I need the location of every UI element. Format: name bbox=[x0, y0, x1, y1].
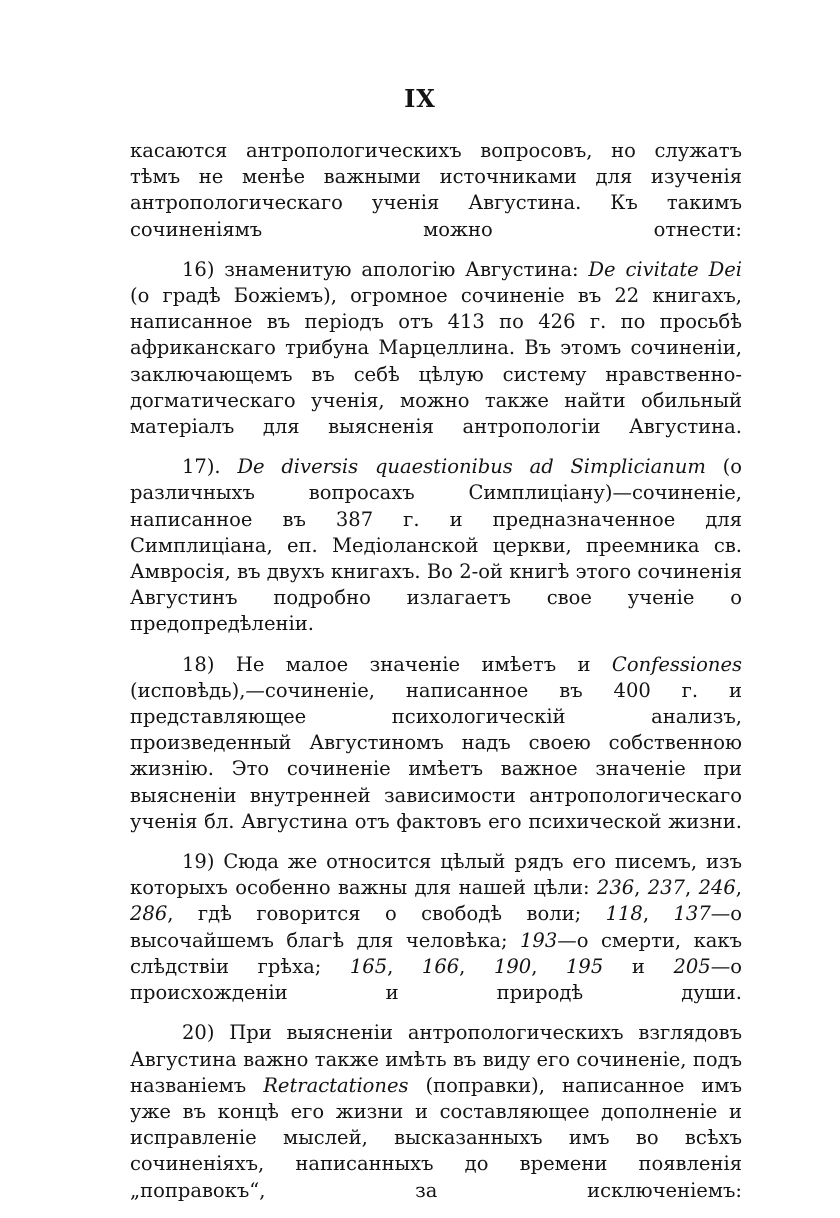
paragraph-20 bbox=[130, 1020, 742, 1203]
separator: , bbox=[735, 876, 742, 900]
letter-number: 190 bbox=[493, 954, 532, 978]
paragraph-19-text: и bbox=[603, 954, 674, 978]
letter-number: 195 bbox=[566, 954, 604, 978]
paragraph-17-title: De diversis quaestionibus ad Simplicianum bbox=[237, 455, 706, 479]
paragraph-17 bbox=[130, 454, 742, 637]
paragraph-19-text: —о смерти, какъ слѣдствіи грѣха; bbox=[130, 928, 742, 978]
letter-number: 236 bbox=[596, 876, 635, 900]
letter-number: 137 bbox=[673, 902, 711, 926]
paragraph-19-text: —о высочайшемъ благѣ для человѣка; bbox=[130, 902, 742, 952]
letter-number: 193 bbox=[520, 928, 558, 952]
letter-number: 286 bbox=[130, 902, 168, 926]
separator: , bbox=[459, 954, 494, 978]
page-number: IX bbox=[404, 84, 436, 113]
letter-number: 165 bbox=[349, 954, 388, 978]
separator: , bbox=[684, 876, 699, 900]
paragraph-16-rest: (о градѣ Божіемъ), огромное сочиненіе въ 22 книгахъ, написанное въ періодъ отъ 413 по 426 г. по просьбѣ африканскаго трибуна Марцеллина. Въ этомъ сочиненіи, заключающемъ въ себѣ цѣлую систему нравственно-догматическаго ученія, можно также найти обильный матеріалъ для выясненія антропологіи Августина. bbox=[130, 284, 742, 439]
paragraph-19-text: —о происхожденіи и природѣ души. bbox=[130, 954, 742, 1005]
paragraph-18-title: Confessiones bbox=[611, 652, 742, 676]
separator: , bbox=[387, 954, 422, 978]
paragraph-18-lead: 18) Не малое значеніе имѣетъ и bbox=[182, 652, 612, 676]
paragraph-16-title: De civitate Dei bbox=[588, 257, 743, 281]
separator: , bbox=[642, 902, 674, 926]
paragraph-16 bbox=[130, 257, 742, 440]
paragraph-19 bbox=[130, 849, 742, 1006]
letter-number: 118 bbox=[605, 902, 643, 926]
letter-number: 205 bbox=[673, 954, 711, 978]
letter-number: 237 bbox=[647, 876, 685, 900]
separator: , bbox=[531, 954, 567, 978]
paragraph-20-rest: (поправки), написанное имъ уже въ концѣ его жизни и составляющее дополненіе и исправленіе мыслей, высказанныхъ имъ во всѣхъ сочиненіяхъ, написанныхъ до времени появленія „поправокъ“, за исключеніемъ: bbox=[130, 1073, 742, 1202]
paragraph-18 bbox=[130, 652, 742, 835]
body-text bbox=[130, 138, 742, 1218]
paragraph-20-lead: 20) При выясненіи антропологическихъ взглядовъ Августина важно также имѣть въ виду его сочиненіе, подъ названіемъ bbox=[130, 1021, 742, 1097]
paragraph-17-rest: (о различныхъ вопросахъ Симплиціану)—сочиненіе, написанное въ 387 г. и предназначенное для Симплиціана, еп. Медіоланской церкви, преемника св. Амвросія, въ двухъ книгахъ. Во 2-ой книгѣ этого сочиненія Августинъ подробно излагаетъ свое ученіе о предопредѣленіи. bbox=[130, 455, 743, 636]
paragraph-17-lead: 17). bbox=[182, 455, 238, 479]
paragraph-16-lead: 16) знаменитую апологію Августина: bbox=[182, 257, 589, 281]
separator: , bbox=[634, 876, 648, 900]
paragraph-18-rest: (исповѣдь),—сочиненіе, написанное въ 400 г. и представляющее психологическій анализъ, произведенный Августиномъ надъ своею собственною жизнію. Это сочиненіе имѣетъ важное значеніе при выясненіи внутренней зависимости антропологическаго ученія бл. Августина отъ фактовъ его психической жизни. bbox=[130, 678, 742, 833]
paragraph-19-text: 19) Сюда же относится цѣлый рядъ его писемъ, изъ которыхъ особенно важны для нашей цѣли: bbox=[130, 850, 742, 900]
paragraph-19-text: , гдѣ говорится о свободѣ воли; bbox=[167, 902, 606, 926]
paragraph-20-title: Retractationes bbox=[263, 1073, 409, 1097]
letter-number: 166 bbox=[421, 954, 460, 978]
letter-number: 246 bbox=[698, 876, 736, 900]
intro-paragraph: касаются антропологическихъ вопросовъ, но служатъ тѣмъ не менѣе важными источниками для изученія антропологическаго ученія Августина. Къ такимъ сочиненіямъ можно отнести: bbox=[130, 139, 742, 241]
